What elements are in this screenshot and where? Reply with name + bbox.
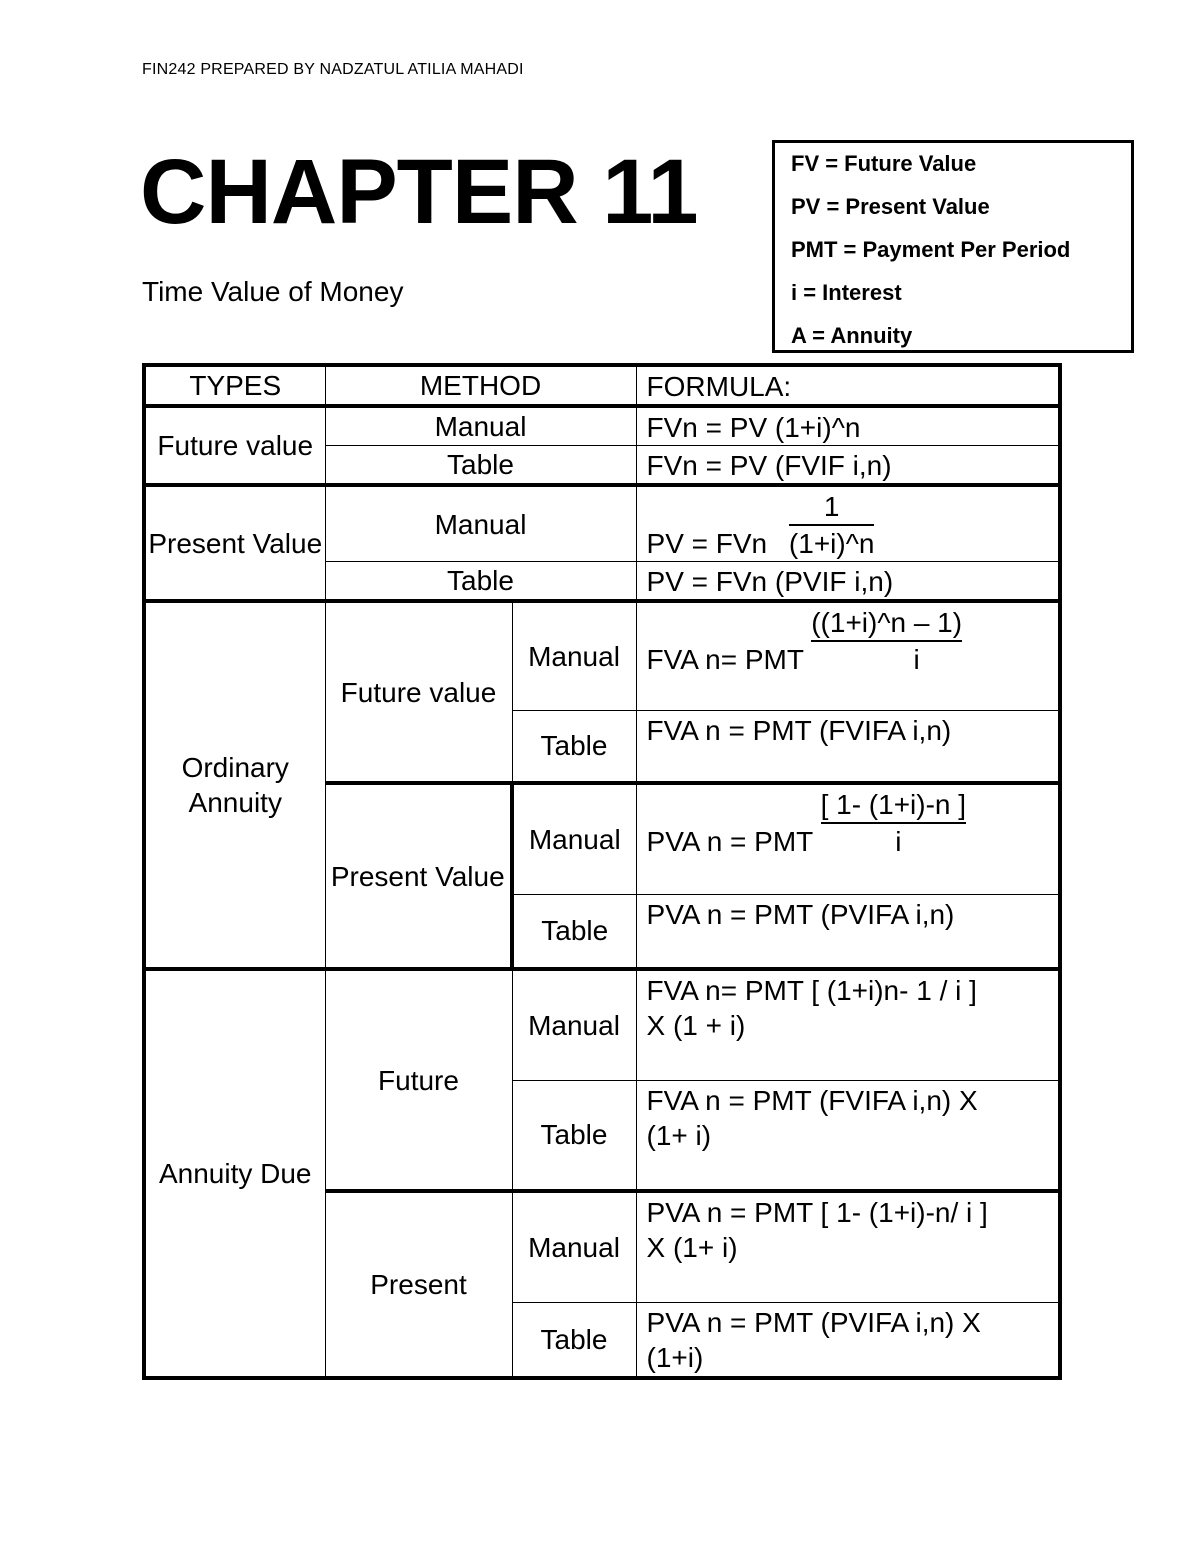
table-row <box>144 601 1060 710</box>
table-row <box>144 969 1060 1080</box>
formula-prefix: FVA n= PMT <box>646 644 812 675</box>
abbreviation-legend <box>772 140 1134 353</box>
formula-fraction <box>811 605 962 677</box>
legend-item-pv: PV = Present Value <box>791 194 990 219</box>
method-cell: Table <box>325 562 636 602</box>
formula-line-1: FVA n= PMT [ (1+i)n- 1 / i ] <box>646 975 977 1006</box>
method-cell: Manual <box>325 485 636 562</box>
legend-item-a: A = Annuity <box>791 323 913 348</box>
fraction-denominator: i <box>913 644 920 675</box>
formula-cell <box>636 601 1060 710</box>
page-header: FIN242 PREPARED BY NADZATUL ATILIA MAHADI <box>142 61 524 78</box>
method-cell: Manual <box>512 601 636 710</box>
method-cell: Manual <box>325 406 636 446</box>
method-cell: Manual <box>512 1191 636 1302</box>
chapter-title: CHAPTER 11 <box>140 141 698 243</box>
chapter-subtitle: Time Value of Money <box>142 276 404 307</box>
formula-cell <box>636 1080 1060 1191</box>
table-row <box>144 406 1060 446</box>
header-method: METHOD <box>325 365 636 406</box>
fraction-numerator: 1 <box>789 489 875 526</box>
formula-table <box>142 363 1062 1380</box>
table-row <box>144 485 1060 562</box>
header-formula: FORMULA: <box>636 365 1060 406</box>
subtype-future: Future <box>325 969 512 1191</box>
fraction-numerator: ((1+i)^n – 1) <box>811 605 962 642</box>
fraction-denominator: (1+i)^n <box>788 528 875 559</box>
formula-cell <box>636 783 1060 894</box>
method-cell: Table <box>512 1080 636 1191</box>
type-present-value: Present Value <box>144 485 325 601</box>
legend-item-i: i = Interest <box>791 280 902 305</box>
fraction-denominator: i <box>895 826 902 857</box>
legend-item-pmt: PMT = Payment Per Period <box>791 237 1071 262</box>
formula-prefix: PVA n = PMT <box>646 826 821 857</box>
subtype-present: Present <box>325 1191 512 1378</box>
formula-line-1: PVA n = PMT [ 1- (1+i)-n/ i ] <box>646 1197 988 1228</box>
method-cell: Table <box>512 894 636 969</box>
formula-cell: FVn = PV (FVIF i,n) <box>636 446 1060 486</box>
formula-fraction <box>821 787 966 859</box>
formula-cell <box>636 1191 1060 1302</box>
method-cell: Table <box>512 1302 636 1378</box>
method-cell: Table <box>512 710 636 783</box>
formula-fraction <box>789 489 875 561</box>
formula-cell: FVn = PV (1+i)^n <box>636 406 1060 446</box>
formula-line-2: X (1 + i) <box>646 1010 746 1041</box>
formula-line-2: (1+ i) <box>646 1119 712 1151</box>
subtype-future-value: Future value <box>325 601 512 783</box>
fraction-numerator: [ 1- (1+i)-n ] <box>821 787 966 824</box>
formula-line-1: FVA n = PMT (FVIFA i,n) X <box>646 1084 978 1116</box>
formula-cell: FVA n = PMT (FVIFA i,n) <box>636 710 1060 783</box>
header-types: TYPES <box>144 365 325 406</box>
subtype-present-value: Present Value <box>325 783 512 969</box>
type-annuity-due: Annuity Due <box>144 969 325 1378</box>
method-cell: Manual <box>512 969 636 1080</box>
method-cell: Manual <box>512 783 636 894</box>
formula-line-2: (1+i) <box>646 1341 704 1373</box>
formula-line-2: X (1+ i) <box>646 1232 738 1263</box>
formula-cell <box>636 1302 1060 1378</box>
formula-cell: PV = FVn (PVIF i,n) <box>636 562 1060 602</box>
formula-line-1: PVA n = PMT (PVIFA i,n) X <box>646 1306 981 1338</box>
method-cell: Table <box>325 446 636 486</box>
formula-prefix: PV = FVn <box>646 528 768 559</box>
formula-cell: PVA n = PMT (PVIFA i,n) <box>636 894 1060 969</box>
table-header-row <box>144 365 1060 406</box>
legend-item-fv: FV = Future Value <box>791 151 977 176</box>
type-future-value: Future value <box>144 406 325 485</box>
type-ordinary-annuity: Ordinary Annuity <box>144 601 325 969</box>
formula-cell <box>636 969 1060 1080</box>
formula-cell <box>636 485 1060 562</box>
